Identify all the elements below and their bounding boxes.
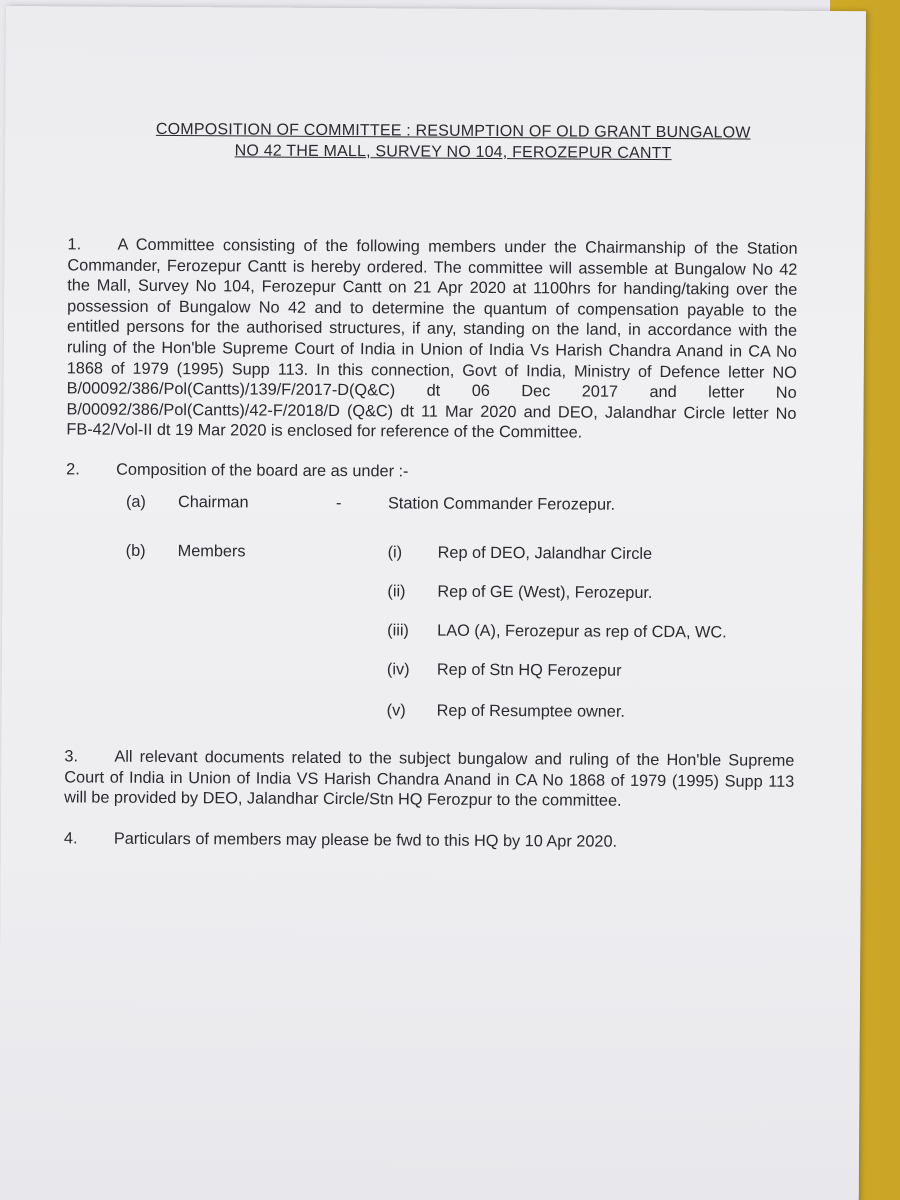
paragraph-2-heading (66, 458, 796, 484)
composition-member-row (65, 619, 795, 662)
composition-chairman-row (66, 492, 796, 535)
paragraph-4 (64, 828, 794, 853)
paragraph-4-number: 4. (63, 829, 78, 848)
paragraph-2-heading-text: Composition of the board are as under :- (116, 460, 409, 481)
paragraph-3-number: 3. (64, 747, 79, 766)
paragraph-1-number: 1. (67, 235, 82, 254)
paragraph-3 (64, 746, 794, 812)
member-text: Rep of Resumptee owner. (436, 701, 626, 721)
chairman-role: Chairman (177, 492, 249, 512)
composition-member-row (65, 658, 795, 701)
members-label: (b) (125, 541, 146, 560)
composition-member-row (65, 699, 795, 742)
member-index: (v) (386, 701, 406, 720)
paragraph-2-number: 2. (66, 460, 80, 479)
member-index: (ii) (387, 582, 406, 601)
paragraph-1 (66, 234, 797, 444)
document-page (0, 6, 866, 1200)
members-role: Members (177, 541, 246, 561)
chairman-value: Station Commander Ferozepur. (387, 494, 616, 514)
composition-member-row (65, 580, 795, 623)
member-text: Rep of DEO, Jalandhar Circle (437, 543, 653, 563)
member-text: LAO (A), Ferozepur as rep of CDA, WC. (437, 621, 727, 642)
member-index: (iii) (387, 621, 409, 640)
paragraph-4-text: Particulars of members may please be fwd to this HQ by 10 Apr 2020. (113, 829, 618, 851)
member-text: Rep of GE (West), Ferozepur. (437, 582, 653, 602)
document-body (64, 118, 798, 853)
title-line-2: NO 42 THE MALL, SURVEY NO 104, FEROZEPUR CANTT (234, 142, 672, 163)
paragraph-1-text: A Committee consisting of the following members under the Chairmanship of the Station Commander, Ferozepur Cantt is hereby ordered. The committee will assemble at Bungalow No 42 the Mall, Survey No 104, Ferozepur Cantt on 21 Apr 2020 at 1100hrs for handing/taking over the possession of Bungalow No 42 and to determine the quantum of compensation payable to the entitled persons for the authorised structures, if any, standing on the land, in accordance with the ruling of the Hon'ble Supreme Court of India in Union of India Vs Harish Chandra Anand in CA No 1868 of 1979 (1995) Supp 113. In this connection, Govt of India, Ministry of Defence letter NO B/00092/386/Pol(Cantts)/139/F/2017-D(Q&C) dt 06 Dec 2017 and letter No B/00092/386/Pol(Cantts)/42-F/2018/D (Q&C) dt 11 Mar 2020 and DEO, Jalandhar Circle letter No FB-42/Vol-II dt 19 Mar 2020 is enclosed for reference of the Committee. (66, 235, 798, 442)
title-line-1: COMPOSITION OF COMMITTEE : RESUMPTION OF OLD GRANT BUNGALOW (155, 120, 751, 142)
chairman-label: (a) (125, 492, 146, 511)
member-index: (i) (387, 543, 403, 562)
chairman-dash: - (335, 493, 342, 512)
paragraph-3-text: All relevant documents related to the subject bungalow and ruling of the Hon'ble Supreme Court of India in Union of India VS Harish Chandra Anand in CA No 1868 of 1979 (1995) Supp 113 will be provided by DEO, Jalandhar Circle/Stn HQ Ferozpur to the committee. (64, 747, 795, 810)
member-text: Rep of Stn HQ Ferozepur (436, 660, 622, 680)
composition-member-row (65, 541, 795, 584)
member-index: (iv) (386, 660, 410, 679)
document-title (108, 119, 798, 165)
